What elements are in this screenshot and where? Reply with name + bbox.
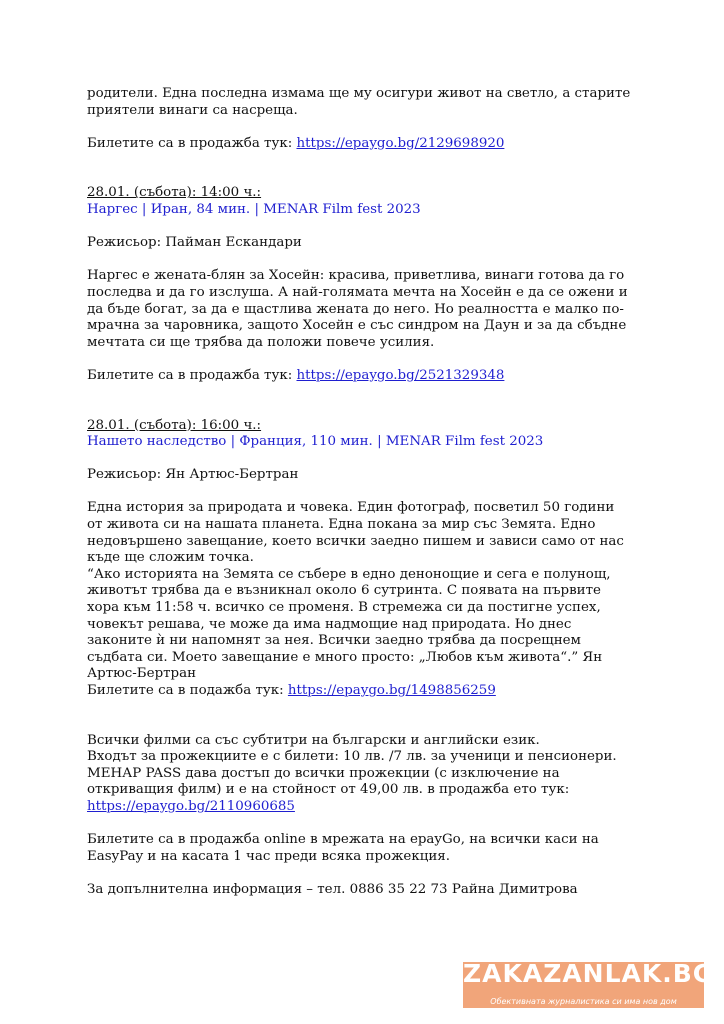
ticket-link[interactable]: https://epaygo.bg/2129698920 <box>296 135 505 151</box>
event2-ticket-line <box>87 683 647 700</box>
ticket-label: Билетите са в продажба тук: <box>87 135 297 151</box>
ticket-label: Билетите са в продажба тук: <box>87 367 297 383</box>
intro-line: приятели винаги са насреща. <box>87 102 298 118</box>
info-line: Всички филми са със субтитри на български и английски език. <box>87 732 540 748</box>
event-description-line: мечтата си ще трябва да положи повече усилия. <box>87 334 435 350</box>
event-description-line: да бъде богат, за да е щастлива жената до него. Но реалността е малко по- <box>87 301 624 317</box>
event-description-line: човекът решава, че може да има надмощие над природата. Но днес <box>87 616 572 632</box>
event-description-line: от живота си на нашата планета. Една покана за мир със Земята. Едно <box>87 517 596 533</box>
info-line: МЕНАР PASS дава достъп до всички прожекции (с изключение на <box>87 765 560 781</box>
ticket-label: Билетите са в подажба тук: <box>87 683 288 698</box>
info-line: Входът за прожекциите е с билети: 10 лв. /7 лв. за ученици и пенсионери. <box>87 749 617 765</box>
event-director: Режисьор: Ян Артюс-Бертран <box>87 467 299 483</box>
event-description-line: Артюс-Бертран <box>87 666 197 682</box>
event-description-line: животът трябва да е възникнал около 6 сутринта. С появата на първите <box>87 583 601 599</box>
event-description-line: Наргес е жената-блян за Хосейн: красива, приветлива, винаги готова да го <box>87 268 625 284</box>
event-description-line: хора към 11:58 ч. всичко се променя. В стремежа си да постигне успех, <box>87 600 601 616</box>
event-date: 28.01. (събота): 16:00 ч.: <box>87 417 262 433</box>
logo-name: ZAKAZANLAK.BG <box>463 959 715 988</box>
pass-link[interactable]: https://epaygo.bg/2110960685 <box>87 798 295 814</box>
intro-ticket-line <box>87 136 647 153</box>
logo-tagline: Обективната журналистика си има нов дом <box>490 997 677 1006</box>
ticket-link[interactable]: https://epaygo.bg/2521329348 <box>296 367 505 383</box>
pass-link-line <box>87 799 647 816</box>
event-description-line: къде ще сложим точка. <box>87 550 254 566</box>
event-description-line: недовършено завещание, което всички заедно пишем и зависи само от нас <box>87 533 624 549</box>
event1-block <box>87 185 647 202</box>
event-description-line: съдбата си. Моето завещание е много просто: „Любов към живота“.” Ян <box>87 649 603 665</box>
event-description-line: законите ѝ ни напомнят за нея. Всички заедно трябва да посрещнем <box>87 633 581 649</box>
event-description-line: мрачна за чаровника, защото Хосейн е със синдром на Даун и за да сбъдне <box>87 318 627 334</box>
sales-line: EasyPay и на касата 1 час преди всяка прожекция. <box>87 848 450 864</box>
event-date: 28.01. (събота): 14:00 ч.: <box>87 185 262 201</box>
event-title: Наргес | Иран, 84 мин. | MENAR Film fest 2023 <box>87 201 421 217</box>
contact-line: За допълнителна информация – тел. 0886 35 22 73 Райна Димитрова <box>87 881 578 897</box>
site-logo[interactable] <box>463 959 715 1008</box>
event-director: Режисьор: Пайман Ескандари <box>87 235 302 251</box>
article-body <box>87 86 647 899</box>
sales-line: Билетите са в продажба online в мрежата на epayGo, на всички каси на <box>87 832 599 848</box>
event1-ticket-line <box>87 368 647 385</box>
ticket-link[interactable]: https://epaygo.bg/1498856259 <box>287 683 496 698</box>
info-line: откриващия филм) и е на стойност от 49,00 лв. в продажба ето тук: <box>87 782 570 798</box>
event-description-line: последва и да го изслуша. А най-голямата мечта на Хосейн е да се ожени и <box>87 284 628 300</box>
event-description-line: “Ако историята на Земята се събере в едно денонощие и сега е полунощ, <box>87 566 611 582</box>
event-title: Нашето наследство | Франция, 110 мин. | MENAR Film fest 2023 <box>87 434 544 450</box>
intro-line: родители. Една последна измама ще му осигури живот на светло, а старите <box>87 86 631 101</box>
event2-block <box>87 418 647 435</box>
event-description-line: Една история за природата и човека. Един фотограф, посветил 50 години <box>87 500 615 516</box>
